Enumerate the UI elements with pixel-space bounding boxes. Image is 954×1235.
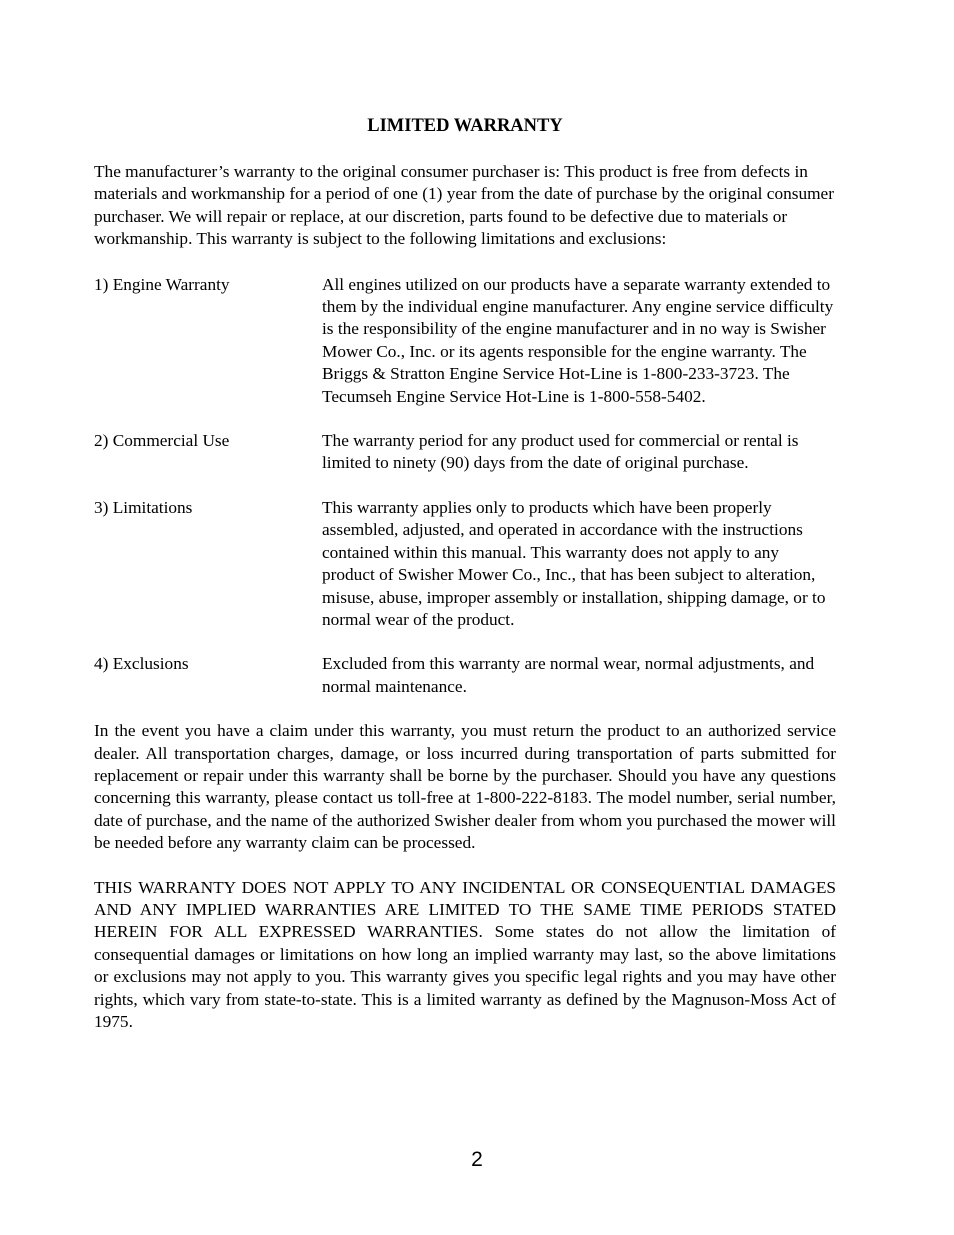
term-commercial-use [94,430,836,475]
warranty-page [94,113,836,1055]
term-text: The warranty period for any product used for commercial or rental is limited to ninety (90) days from the date of original purchase. [322,431,799,473]
term-label: 3) Limitations [94,497,193,517]
intro-paragraph: The manufacturer’s warranty to the original consumer purchaser is: This product is free from defects in materials and workmanship for a period of one (1) year from the date of purchase by the original consumer purchaser. We will repair or replace, at our discretion, parts found to be defective due to materials or workmanship. This warranty is subject to the following limitations and exclusions: [94,162,834,249]
term-label: 4) Exclusions [94,654,189,674]
term-text: This warranty applies only to products which have been properly assembled, adjusted, and operated in accordance with the instructions contained within this manual. This warranty does not apply to any product of Swisher Mower Co., Inc., that has been subject to alteration, misuse, abuse, improper assembly or installation, shipping damage, or to normal wear of the product. [322,497,826,629]
term-engine-warranty [94,274,836,408]
page-number: 2 [471,1148,483,1171]
term-text: All engines utilized on our products have a separate warranty extended to them by the individual engine manufacturer. Any engine service difficulty is the responsibility of the engine manufacturer and in no way is Swisher Mower Co., Inc. or its agents responsible for the engine warranty. The Briggs & Stratton Engine Service Hot-Line is 1-800-233-3723. The Tecumseh Engine Service Hot-Line is 1-800-558-5402. [322,274,834,406]
page-title: LIMITED WARRANTY [367,116,563,136]
term-exclusions [94,653,836,698]
term-label: 1) Engine Warranty [94,274,230,294]
term-text: Excluded from this warranty are normal wear, normal adjustments, and normal maintenance. [322,654,815,696]
term-limitations [94,497,836,631]
claim-paragraph: In the event you have a claim under this warranty, you must return the product to an authorized service dealer. All transportation charges, damage, or loss incurred during transportation of parts submitted for replacement or repair under this warranty shall be borne by the purchaser. Should you have any questions concerning this warranty, please contact us toll-free at 1-800-222-8183. The model number, serial number, date of purchase, and the name of the authorized Swisher dealer from whom you purchased the mower will be needed before any warranty claim can be processed. [94,721,836,853]
disclaimer-paragraph: THIS WARRANTY DOES NOT APPLY TO ANY INCIDENTAL OR CONSEQUENTIAL DAMAGES AND ANY IMPLIED WARRANTIES ARE LIMITED TO THE SAME TIME PERIODS STATED HEREIN FOR ALL EXPRESSED WARRANTIES. Some states do not allow the limitation of consequential damages or limitations on how long an implied warranty may last, so the above limitations or exclusions may not apply to you. This warranty gives you specific legal rights and you may have other rights, which vary from state-to-state. This is a limited warranty as defined by the Magnuson-Moss Act of 1975. [94,877,836,1031]
term-label: 2) Commercial Use [94,431,230,451]
